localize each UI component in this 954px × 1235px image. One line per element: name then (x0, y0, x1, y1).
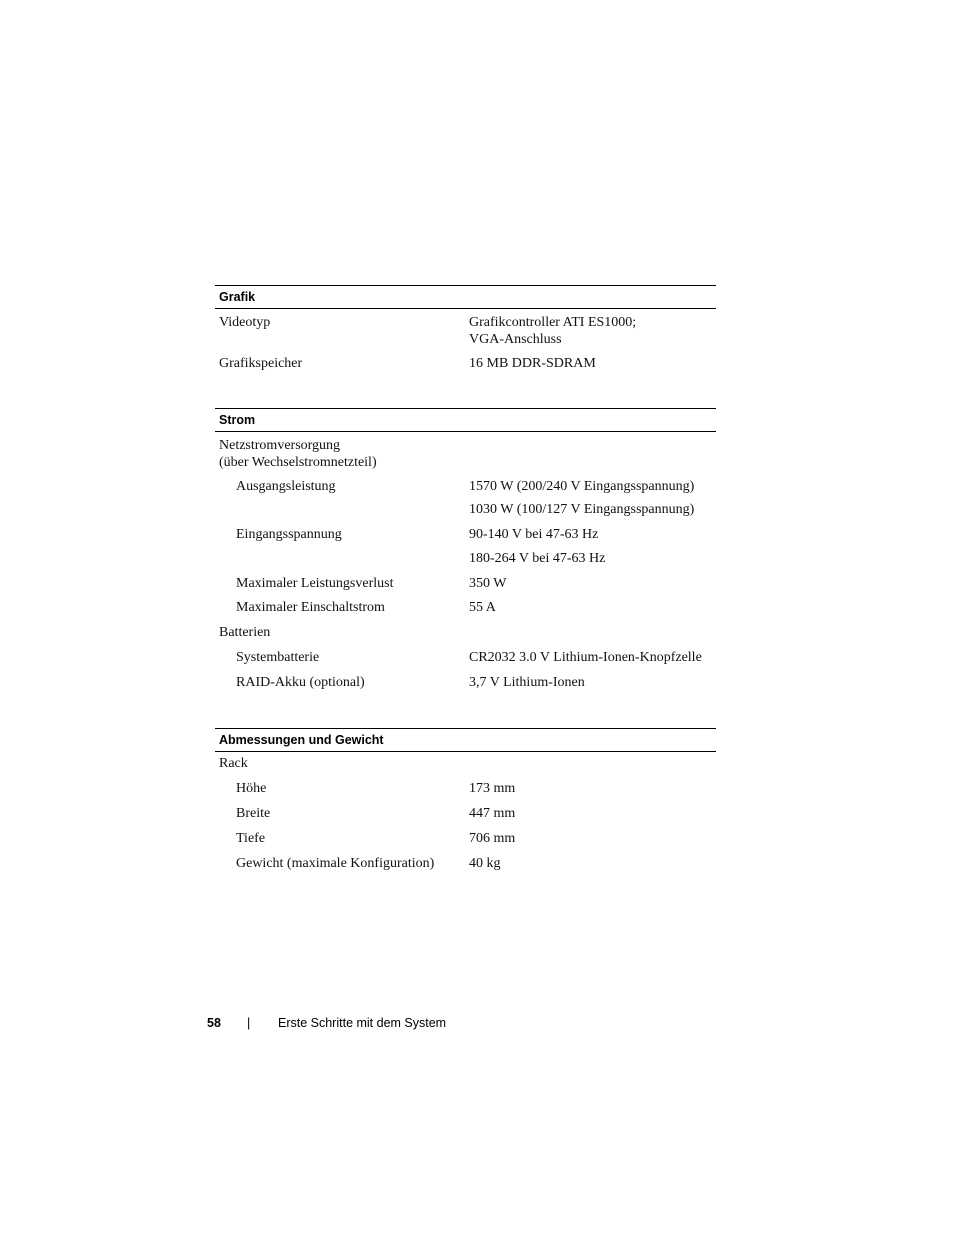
row-label: Grafikspeicher (219, 356, 303, 371)
row-value: 40 kg (469, 856, 501, 871)
section-heading: Strom (215, 408, 716, 432)
row-label: Breite (236, 806, 271, 821)
row-label: Tiefe (236, 831, 266, 846)
footer-separator: | (247, 1016, 251, 1030)
row-value: 55 A (469, 600, 496, 615)
row-value: 706 mm (469, 831, 516, 846)
row-value: 173 mm (469, 781, 516, 796)
row-value: 350 W (469, 576, 507, 591)
row-value: 16 MB DDR-SDRAM (469, 356, 596, 371)
row-label: Systembatterie (236, 650, 320, 665)
row-value: 180-264 V bei 47-63 Hz (469, 551, 606, 566)
row-value: Grafikcontroller ATI ES1000; VGA-Anschluss (469, 315, 637, 347)
row-label: Ausgangsleistung (236, 479, 336, 494)
section-heading: Grafik (215, 285, 716, 309)
row-label: Maximaler Leistungsverlust (236, 576, 394, 591)
page-number: 58 (207, 1016, 221, 1030)
section-grafik (215, 285, 716, 371)
row-value: CR2032 3.0 V Lithium-Ionen-Knopfzelle (469, 650, 702, 665)
row-value: 1030 W (100/127 V Eingangsspannung) (469, 502, 695, 517)
row-label: Batterien (219, 625, 271, 640)
section-strom (215, 408, 716, 690)
row-label: Videotyp (219, 315, 271, 330)
row-label: RAID-Akku (optional) (236, 675, 365, 690)
row-value: 447 mm (469, 806, 516, 821)
row-label: Maximaler Einschaltstrom (236, 600, 385, 615)
section-abmessungen (215, 728, 716, 871)
row-value: 1570 W (200/240 V Eingangsspannung) (469, 479, 695, 494)
row-label: Höhe (236, 781, 267, 796)
row-value: 3,7 V Lithium-Ionen (469, 675, 585, 690)
row-value: 90-140 V bei 47-63 Hz (469, 527, 599, 542)
chapter-title: Erste Schritte mit dem System (278, 1016, 447, 1030)
section-heading: Abmessungen und Gewicht (215, 728, 716, 752)
row-label: Rack (219, 756, 248, 771)
row-label: Netzstromversorgung (über Wechselstromnetzteil) (219, 438, 377, 470)
row-label: Gewicht (maximale Konfiguration) (236, 856, 435, 871)
row-label: Eingangsspannung (236, 527, 342, 542)
